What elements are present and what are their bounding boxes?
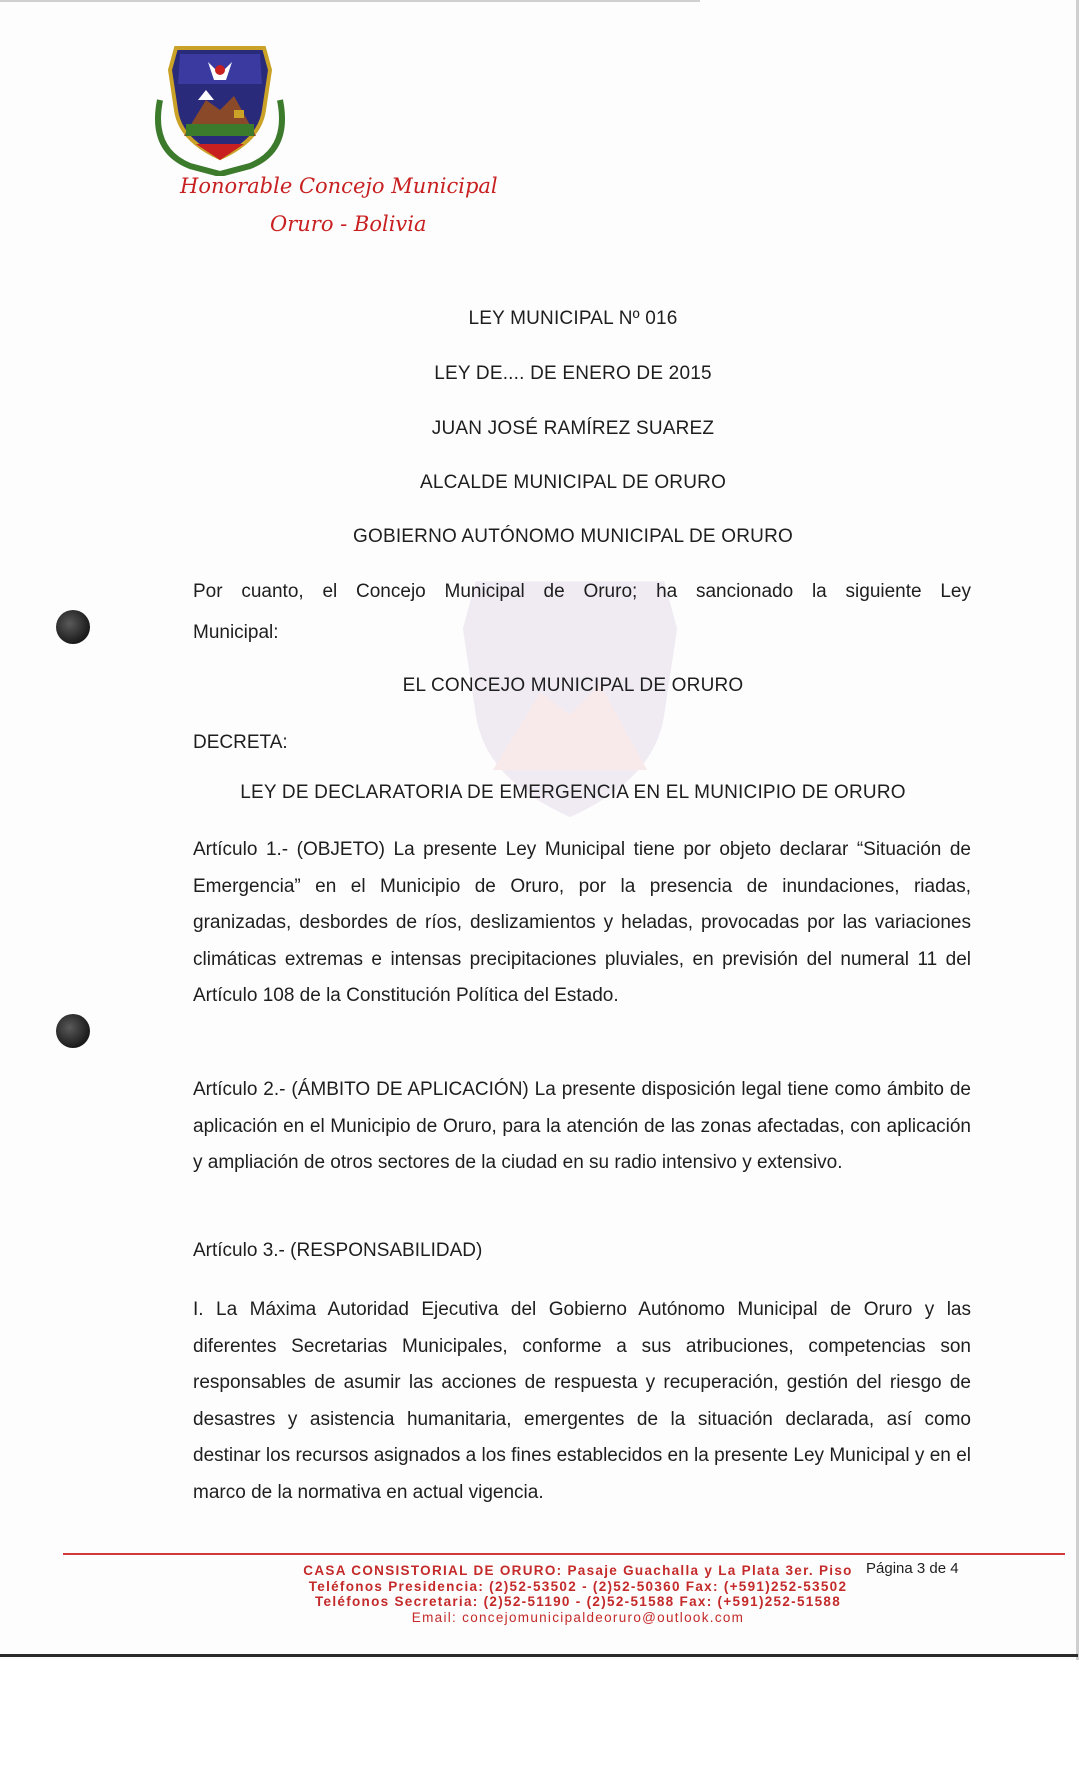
council-name-line: Honorable Concejo Municipal [180,174,498,198]
scan-edge-right [1076,0,1079,1660]
footer-phones-presidencia: Teléfonos Presidencia: (2)52-53502 - (2)52-50360 Fax: (+591)252-53502 [308,1578,848,1594]
punch-hole [56,610,90,644]
law-date: LEY DE.... DE ENERO DE 2015 [434,363,712,384]
scan-edge-bottom [0,1654,1078,1657]
mayor-title: ALCALDE MUNICIPAL DE ORURO [419,472,727,493]
article-1: Artículo 1.- (OBJETO) La presente Ley Municipal tiene por objeto declarar “Situación de Emergencia” en el Municipio de Oruro, por la presencia de inundaciones, riadas, granizadas, desbordes de ríos, deslizamientos y heladas, provocadas por las variaciones climáticas extremas e intensas precipitaciones pluviales, en previsión del numeral 11 del Artículo 108 de la Constitución Política del Estado. [193,839,971,1006]
law-number: LEY MUNICIPAL Nº 016 [468,308,678,329]
decreta-heading: DECRETA: [193,732,288,753]
page-number: Página 3 de 4 [866,1560,959,1577]
law-title: LEY DE DECLARATORIA DE EMERGENCIA EN EL MUNICIPIO DE ORURO [240,782,906,803]
footer-contact [188,1563,968,1625]
council-heading: EL CONCEJO MUNICIPAL DE ORURO [402,675,744,696]
coat-of-arms-logo [150,40,290,176]
preamble-line: Por cuanto, el Concejo Municipal de Oruro; ha sancionado la siguiente Ley [193,581,971,602]
mayor-name: JUAN JOSÉ RAMÍREZ SUAREZ [431,418,715,439]
footer-email: Email: concejomunicipaldeoruro@outlook.com [411,1609,745,1625]
preamble-line-2: Municipal: [193,622,279,643]
punch-hole [56,1014,90,1048]
council-location-line: Oruro - Bolivia [270,212,427,236]
footer-address: CASA CONSISTORIAL DE ORURO: Pasaje Guachalla y La Plata 3er. Piso [303,1563,853,1578]
article-2: Artículo 2.- (ÁMBITO DE APLICACIÓN) La presente disposición legal tiene como ámbito de aplicación en el Municipio de Oruro, para la atención de las zonas afectadas, con aplicación y ampliación de otros sectores de la ciudad en su radio intensivo y extensivo. [193,1079,971,1173]
article-3-heading: Artículo 3.- (RESPONSABILIDAD) [193,1240,483,1261]
scan-edge-top [0,0,700,2]
government-name: GOBIERNO AUTÓNOMO MUNICIPAL DE ORURO [352,526,794,547]
footer-divider [63,1553,1065,1555]
footer-phones-secretaria: Teléfonos Secretaria: (2)52-51190 - (2)52-51588 Fax: (+591)252-51588 [314,1594,842,1609]
article-3-paragraph-1: I. La Máxima Autoridad Ejecutiva del Gobierno Autónomo Municipal de Oruro y las diferentes Secretarias Municipales, conforme a sus atribuciones, competencias son responsables de asumir las acciones de respuesta y recuperación, gestión del riesgo de desastres y asistencia humanitaria, emergentes de la situación declarada, así como destinar los recursos asignados a los fines establecidos en la presente Ley Municipal y en el marco de la normativa en actual vigencia. [193,1299,971,1503]
